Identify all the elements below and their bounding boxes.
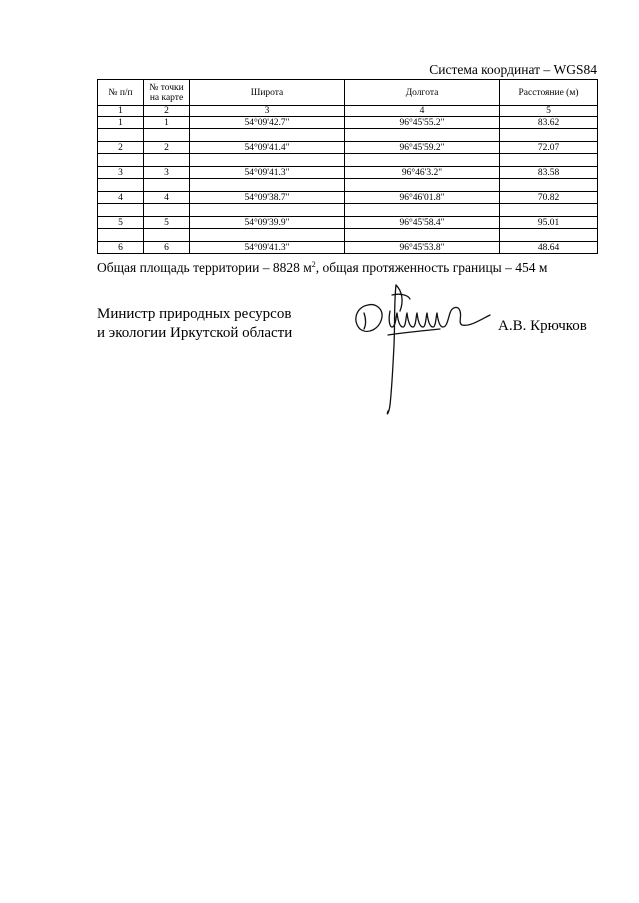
row-number-cell: 5 <box>98 217 144 229</box>
spacer-cell <box>500 129 598 142</box>
distance-cell: 48.64 <box>500 242 598 254</box>
distance-cell: 83.58 <box>500 167 598 179</box>
latitude-cell: 54°09'41.3" <box>190 167 345 179</box>
distance-cell: 83.62 <box>500 117 598 129</box>
row-number-cell: 6 <box>98 242 144 254</box>
spacer-cell <box>98 154 144 167</box>
minister-title <box>97 305 292 343</box>
handwritten-signature <box>350 283 500 423</box>
area-text: Общая площадь территории – 8828 м <box>97 260 312 275</box>
table-header-row <box>98 80 598 106</box>
point-number-cell: 6 <box>144 242 190 254</box>
table-row <box>98 217 598 229</box>
table-spacer-row <box>98 129 598 142</box>
spacer-cell <box>144 229 190 242</box>
distance-cell: 95.01 <box>500 217 598 229</box>
spacer-cell <box>98 229 144 242</box>
column-number-row <box>98 106 598 117</box>
header-longitude: Долгота <box>345 80 500 106</box>
distance-cell: 72.07 <box>500 142 598 154</box>
spacer-cell <box>98 179 144 192</box>
longitude-cell: 96°45'59.2" <box>345 142 500 154</box>
column-number: 2 <box>144 106 190 117</box>
spacer-cell <box>500 229 598 242</box>
row-number-cell: 2 <box>98 142 144 154</box>
header-latitude: Широта <box>190 80 345 106</box>
header-distance: Расстояние (м) <box>500 80 598 106</box>
point-number-cell: 2 <box>144 142 190 154</box>
spacer-cell <box>345 154 500 167</box>
column-number: 4 <box>345 106 500 117</box>
distance-cell: 70.82 <box>500 192 598 204</box>
spacer-cell <box>190 229 345 242</box>
spacer-cell <box>500 204 598 217</box>
coordinates-table <box>97 79 598 254</box>
spacer-cell <box>144 179 190 192</box>
minister-title-line2: и экологии Иркутской области <box>97 325 293 341</box>
boundary-length-text: , общая протяженность границы – 454 м <box>315 260 548 275</box>
header-row-number: № п/п <box>98 80 144 106</box>
longitude-cell: 96°46'3.2" <box>345 167 500 179</box>
table-row <box>98 117 598 129</box>
spacer-cell <box>144 204 190 217</box>
longitude-cell: 96°45'58.4" <box>345 217 500 229</box>
latitude-cell: 54°09'41.3" <box>190 242 345 254</box>
point-number-cell: 4 <box>144 192 190 204</box>
spacer-cell <box>190 154 345 167</box>
spacer-cell <box>144 154 190 167</box>
coordinate-system-label: Система координат – WGS84 <box>429 62 597 77</box>
column-number: 3 <box>190 106 345 117</box>
table-spacer-row <box>98 154 598 167</box>
spacer-cell <box>98 129 144 142</box>
table-spacer-row <box>98 204 598 217</box>
longitude-cell: 96°45'53.8" <box>345 242 500 254</box>
spacer-cell <box>190 179 345 192</box>
signer-name: А.В. Крючков <box>498 318 587 334</box>
row-number-cell: 4 <box>98 192 144 204</box>
spacer-cell <box>98 204 144 217</box>
longitude-cell: 96°45'55.2" <box>345 117 500 129</box>
spacer-cell <box>345 179 500 192</box>
longitude-cell: 96°46'01.8" <box>345 192 500 204</box>
spacer-cell <box>144 129 190 142</box>
row-number-cell: 3 <box>98 167 144 179</box>
latitude-cell: 54°09'41.4" <box>190 142 345 154</box>
table-row <box>98 242 598 254</box>
point-number-cell: 1 <box>144 117 190 129</box>
table-spacer-row <box>98 229 598 242</box>
row-number-cell: 1 <box>98 117 144 129</box>
table-body <box>98 106 598 254</box>
table-row <box>98 167 598 179</box>
point-number-cell: 5 <box>144 217 190 229</box>
column-number: 1 <box>98 106 144 117</box>
area-unit-superscript: 2 <box>311 260 316 269</box>
minister-title-line1: Министр природных ресурсов <box>97 306 292 322</box>
table-row <box>98 192 598 204</box>
table-spacer-row <box>98 179 598 192</box>
spacer-cell <box>500 179 598 192</box>
spacer-cell <box>345 229 500 242</box>
header-point-number: № точки на карте <box>144 80 190 106</box>
table-row <box>98 142 598 154</box>
latitude-cell: 54°09'39.9" <box>190 217 345 229</box>
spacer-cell <box>345 129 500 142</box>
spacer-cell <box>500 154 598 167</box>
area-summary <box>97 260 547 276</box>
spacer-cell <box>345 204 500 217</box>
point-number-cell: 3 <box>144 167 190 179</box>
latitude-cell: 54°09'42.7" <box>190 117 345 129</box>
spacer-cell <box>190 204 345 217</box>
spacer-cell <box>190 129 345 142</box>
latitude-cell: 54°09'38.7" <box>190 192 345 204</box>
column-number: 5 <box>500 106 598 117</box>
